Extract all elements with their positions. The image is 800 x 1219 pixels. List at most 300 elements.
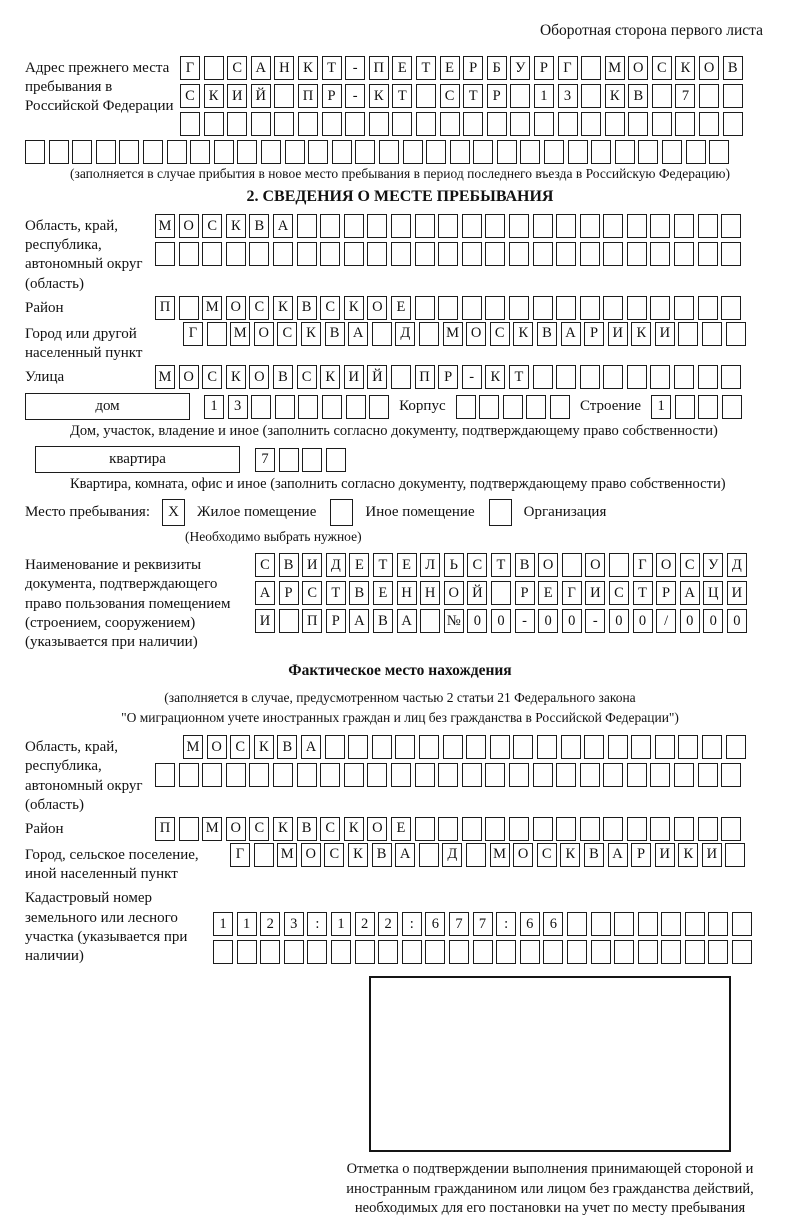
- char-cell[interactable]: [249, 763, 269, 787]
- char-cell[interactable]: [510, 84, 530, 108]
- char-cell[interactable]: М: [183, 735, 203, 759]
- char-cell[interactable]: 0: [538, 609, 558, 633]
- char-cell[interactable]: Т: [491, 553, 511, 577]
- char-cell[interactable]: М: [202, 817, 222, 841]
- char-cell[interactable]: 0: [467, 609, 487, 633]
- char-cell[interactable]: 1: [534, 84, 554, 108]
- char-cell[interactable]: Е: [397, 553, 417, 577]
- char-cell[interactable]: О: [513, 843, 533, 867]
- char-cell[interactable]: [543, 940, 563, 964]
- char-cell[interactable]: О: [179, 365, 199, 389]
- char-cell[interactable]: [638, 940, 658, 964]
- char-cell[interactable]: [395, 735, 415, 759]
- char-cell[interactable]: С: [249, 296, 269, 320]
- char-cell[interactable]: Е: [391, 817, 411, 841]
- char-cell[interactable]: С: [249, 817, 269, 841]
- char-cell[interactable]: С: [227, 56, 247, 80]
- char-cell[interactable]: [533, 214, 553, 238]
- char-cell[interactable]: [533, 763, 553, 787]
- char-cell[interactable]: [580, 296, 600, 320]
- char-cell[interactable]: П: [298, 84, 318, 108]
- char-cell[interactable]: А: [255, 581, 275, 605]
- char-cell[interactable]: 1: [651, 395, 671, 419]
- char-cell[interactable]: [580, 763, 600, 787]
- char-cell[interactable]: [603, 296, 623, 320]
- char-cell[interactable]: О: [444, 581, 464, 605]
- char-cell[interactable]: К: [678, 843, 698, 867]
- char-cell[interactable]: №: [444, 609, 464, 633]
- char-cell[interactable]: О: [179, 214, 199, 238]
- char-cell[interactable]: М: [277, 843, 297, 867]
- char-cell[interactable]: [227, 112, 247, 136]
- char-cell[interactable]: [509, 214, 529, 238]
- char-cell[interactable]: [614, 940, 634, 964]
- char-cell[interactable]: П: [155, 817, 175, 841]
- char-cell[interactable]: [332, 140, 352, 164]
- char-cell[interactable]: [591, 912, 611, 936]
- char-cell[interactable]: Н: [274, 56, 294, 80]
- char-cell[interactable]: [497, 140, 517, 164]
- char-cell[interactable]: [302, 448, 322, 472]
- char-cell[interactable]: С: [467, 553, 487, 577]
- char-cell[interactable]: С: [680, 553, 700, 577]
- char-cell[interactable]: Е: [349, 553, 369, 577]
- char-cell[interactable]: [562, 553, 582, 577]
- char-cell[interactable]: [369, 112, 389, 136]
- char-cell[interactable]: В: [297, 296, 317, 320]
- char-cell[interactable]: [591, 140, 611, 164]
- char-cell[interactable]: Г: [180, 56, 200, 80]
- char-cell[interactable]: С: [202, 214, 222, 238]
- char-cell[interactable]: Е: [391, 296, 411, 320]
- char-cell[interactable]: О: [628, 56, 648, 80]
- char-cell[interactable]: [72, 140, 92, 164]
- char-cell[interactable]: [449, 940, 469, 964]
- char-cell[interactable]: А: [273, 214, 293, 238]
- char-cell[interactable]: [509, 242, 529, 266]
- char-cell[interactable]: С: [320, 296, 340, 320]
- char-cell[interactable]: 1: [331, 912, 351, 936]
- char-cell[interactable]: [627, 296, 647, 320]
- char-cell[interactable]: [650, 365, 670, 389]
- char-cell[interactable]: [462, 817, 482, 841]
- char-cell[interactable]: [344, 242, 364, 266]
- char-cell[interactable]: [345, 112, 365, 136]
- char-cell[interactable]: [674, 296, 694, 320]
- char-cell[interactable]: И: [655, 322, 675, 346]
- char-cell[interactable]: 1: [204, 395, 224, 419]
- char-cell[interactable]: [661, 940, 681, 964]
- char-cell[interactable]: А: [251, 56, 271, 80]
- char-cell[interactable]: [614, 912, 634, 936]
- char-cell[interactable]: [685, 912, 705, 936]
- char-cell[interactable]: 0: [609, 609, 629, 633]
- char-cell[interactable]: О: [466, 322, 486, 346]
- char-cell[interactable]: С: [230, 735, 250, 759]
- char-cell[interactable]: [438, 763, 458, 787]
- char-cell[interactable]: К: [348, 843, 368, 867]
- char-cell[interactable]: [207, 322, 227, 346]
- char-cell[interactable]: П: [302, 609, 322, 633]
- char-cell[interactable]: 0: [633, 609, 653, 633]
- char-cell[interactable]: [698, 365, 718, 389]
- char-cell[interactable]: [274, 112, 294, 136]
- char-cell[interactable]: [438, 817, 458, 841]
- char-cell[interactable]: [479, 395, 499, 419]
- char-cell[interactable]: [425, 940, 445, 964]
- char-cell[interactable]: [344, 214, 364, 238]
- char-cell[interactable]: [627, 365, 647, 389]
- char-cell[interactable]: П: [369, 56, 389, 80]
- char-cell[interactable]: [534, 112, 554, 136]
- char-cell[interactable]: К: [369, 84, 389, 108]
- char-cell[interactable]: [226, 242, 246, 266]
- char-cell[interactable]: [179, 242, 199, 266]
- char-cell[interactable]: К: [605, 84, 625, 108]
- char-cell[interactable]: [608, 735, 628, 759]
- char-cell[interactable]: [325, 735, 345, 759]
- char-cell[interactable]: [568, 140, 588, 164]
- char-cell[interactable]: Д: [326, 553, 346, 577]
- char-cell[interactable]: С: [652, 56, 672, 80]
- char-cell[interactable]: [509, 817, 529, 841]
- char-cell[interactable]: И: [655, 843, 675, 867]
- char-cell[interactable]: [487, 112, 507, 136]
- char-cell[interactable]: [698, 395, 718, 419]
- checkbox-organization[interactable]: [489, 499, 512, 526]
- char-cell[interactable]: [119, 140, 139, 164]
- char-cell[interactable]: [556, 763, 576, 787]
- char-cell[interactable]: [462, 242, 482, 266]
- char-cell[interactable]: Г: [558, 56, 578, 80]
- char-cell[interactable]: [372, 735, 392, 759]
- char-cell[interactable]: [503, 395, 523, 419]
- char-cell[interactable]: [275, 395, 295, 419]
- char-cell[interactable]: С: [440, 84, 460, 108]
- char-cell[interactable]: Р: [584, 322, 604, 346]
- char-cell[interactable]: В: [273, 365, 293, 389]
- char-cell[interactable]: [561, 735, 581, 759]
- char-cell[interactable]: 1: [237, 912, 257, 936]
- char-cell[interactable]: [143, 140, 163, 164]
- char-cell[interactable]: [628, 112, 648, 136]
- char-cell[interactable]: И: [585, 581, 605, 605]
- char-cell[interactable]: Т: [373, 553, 393, 577]
- char-cell[interactable]: Т: [463, 84, 483, 108]
- char-cell[interactable]: [273, 242, 293, 266]
- char-cell[interactable]: А: [301, 735, 321, 759]
- char-cell[interactable]: Т: [322, 56, 342, 80]
- char-cell[interactable]: М: [202, 296, 222, 320]
- char-cell[interactable]: [473, 940, 493, 964]
- char-cell[interactable]: [213, 940, 233, 964]
- char-cell[interactable]: [702, 735, 722, 759]
- char-cell[interactable]: :: [496, 912, 516, 936]
- char-cell[interactable]: [685, 940, 705, 964]
- char-cell[interactable]: [674, 214, 694, 238]
- char-cell[interactable]: [580, 365, 600, 389]
- char-cell[interactable]: [726, 322, 746, 346]
- char-cell[interactable]: [698, 296, 718, 320]
- char-cell[interactable]: [25, 140, 45, 164]
- char-cell[interactable]: Р: [534, 56, 554, 80]
- char-cell[interactable]: [403, 140, 423, 164]
- char-cell[interactable]: [416, 84, 436, 108]
- char-cell[interactable]: [674, 763, 694, 787]
- char-cell[interactable]: [533, 296, 553, 320]
- char-cell[interactable]: Е: [538, 581, 558, 605]
- char-cell[interactable]: О: [538, 553, 558, 577]
- char-cell[interactable]: А: [348, 322, 368, 346]
- char-cell[interactable]: А: [349, 609, 369, 633]
- char-cell[interactable]: М: [155, 214, 175, 238]
- char-cell[interactable]: [655, 735, 675, 759]
- char-cell[interactable]: Т: [416, 56, 436, 80]
- char-cell[interactable]: [320, 763, 340, 787]
- char-cell[interactable]: Ь: [444, 553, 464, 577]
- char-cell[interactable]: Г: [633, 553, 653, 577]
- char-cell[interactable]: [202, 242, 222, 266]
- char-cell[interactable]: [419, 843, 439, 867]
- char-cell[interactable]: 0: [680, 609, 700, 633]
- char-cell[interactable]: Е: [440, 56, 460, 80]
- char-cell[interactable]: [567, 940, 587, 964]
- char-cell[interactable]: [249, 242, 269, 266]
- char-cell[interactable]: П: [415, 365, 435, 389]
- char-cell[interactable]: [485, 763, 505, 787]
- char-cell[interactable]: [580, 242, 600, 266]
- char-cell[interactable]: [355, 140, 375, 164]
- char-cell[interactable]: 6: [543, 912, 563, 936]
- char-cell[interactable]: [260, 940, 280, 964]
- char-cell[interactable]: С: [320, 817, 340, 841]
- char-cell[interactable]: [723, 112, 743, 136]
- char-cell[interactable]: И: [344, 365, 364, 389]
- char-cell[interactable]: 7: [473, 912, 493, 936]
- char-cell[interactable]: [556, 817, 576, 841]
- char-cell[interactable]: [450, 140, 470, 164]
- char-cell[interactable]: [721, 365, 741, 389]
- char-cell[interactable]: 6: [425, 912, 445, 936]
- char-cell[interactable]: [627, 763, 647, 787]
- char-cell[interactable]: В: [279, 553, 299, 577]
- char-cell[interactable]: Р: [515, 581, 535, 605]
- char-cell[interactable]: [415, 763, 435, 787]
- char-cell[interactable]: [490, 735, 510, 759]
- char-cell[interactable]: [627, 214, 647, 238]
- char-cell[interactable]: [419, 735, 439, 759]
- char-cell[interactable]: [438, 214, 458, 238]
- char-cell[interactable]: К: [513, 322, 533, 346]
- char-cell[interactable]: Е: [373, 581, 393, 605]
- char-cell[interactable]: [320, 214, 340, 238]
- char-cell[interactable]: [722, 395, 742, 419]
- char-cell[interactable]: 0: [727, 609, 747, 633]
- char-cell[interactable]: [202, 763, 222, 787]
- char-cell[interactable]: [544, 140, 564, 164]
- char-cell[interactable]: В: [249, 214, 269, 238]
- char-cell[interactable]: [214, 140, 234, 164]
- char-cell[interactable]: В: [297, 817, 317, 841]
- char-cell[interactable]: Д: [442, 843, 462, 867]
- char-cell[interactable]: Р: [438, 365, 458, 389]
- char-cell[interactable]: [226, 763, 246, 787]
- char-cell[interactable]: [674, 365, 694, 389]
- char-cell[interactable]: [179, 763, 199, 787]
- char-cell[interactable]: [556, 214, 576, 238]
- char-cell[interactable]: [674, 817, 694, 841]
- char-cell[interactable]: [438, 242, 458, 266]
- char-cell[interactable]: [456, 395, 476, 419]
- char-cell[interactable]: В: [628, 84, 648, 108]
- char-cell[interactable]: [391, 214, 411, 238]
- char-cell[interactable]: К: [226, 214, 246, 238]
- char-cell[interactable]: [580, 817, 600, 841]
- char-cell[interactable]: [721, 763, 741, 787]
- char-cell[interactable]: [556, 365, 576, 389]
- char-cell[interactable]: [721, 296, 741, 320]
- char-cell[interactable]: [526, 395, 546, 419]
- char-cell[interactable]: [415, 214, 435, 238]
- char-cell[interactable]: С: [537, 843, 557, 867]
- char-cell[interactable]: [603, 763, 623, 787]
- char-cell[interactable]: [533, 242, 553, 266]
- char-cell[interactable]: А: [397, 609, 417, 633]
- char-cell[interactable]: :: [307, 912, 327, 936]
- char-cell[interactable]: [369, 395, 389, 419]
- char-cell[interactable]: [443, 735, 463, 759]
- char-cell[interactable]: К: [254, 735, 274, 759]
- char-cell[interactable]: Т: [509, 365, 529, 389]
- char-cell[interactable]: А: [680, 581, 700, 605]
- char-cell[interactable]: [556, 242, 576, 266]
- char-cell[interactable]: К: [344, 296, 364, 320]
- char-cell[interactable]: [675, 112, 695, 136]
- char-cell[interactable]: -: [345, 56, 365, 80]
- char-cell[interactable]: 1: [213, 912, 233, 936]
- char-cell[interactable]: [638, 140, 658, 164]
- char-cell[interactable]: [510, 112, 530, 136]
- char-cell[interactable]: Р: [463, 56, 483, 80]
- char-cell[interactable]: [419, 322, 439, 346]
- char-cell[interactable]: [732, 912, 752, 936]
- char-cell[interactable]: [415, 817, 435, 841]
- char-cell[interactable]: М: [155, 365, 175, 389]
- char-cell[interactable]: К: [226, 365, 246, 389]
- char-cell[interactable]: Д: [395, 322, 415, 346]
- char-cell[interactable]: К: [344, 817, 364, 841]
- char-cell[interactable]: [463, 112, 483, 136]
- char-cell[interactable]: [581, 112, 601, 136]
- char-cell[interactable]: [661, 912, 681, 936]
- checkbox-other-premises[interactable]: [330, 499, 353, 526]
- char-cell[interactable]: [96, 140, 116, 164]
- char-cell[interactable]: В: [515, 553, 535, 577]
- char-cell[interactable]: О: [367, 296, 387, 320]
- char-cell[interactable]: [391, 365, 411, 389]
- char-cell[interactable]: [615, 140, 635, 164]
- char-cell[interactable]: С: [202, 365, 222, 389]
- char-cell[interactable]: [346, 395, 366, 419]
- char-cell[interactable]: С: [297, 365, 317, 389]
- char-cell[interactable]: [638, 912, 658, 936]
- char-cell[interactable]: [284, 940, 304, 964]
- char-cell[interactable]: [355, 940, 375, 964]
- char-cell[interactable]: [686, 140, 706, 164]
- char-cell[interactable]: А: [395, 843, 415, 867]
- char-cell[interactable]: [416, 112, 436, 136]
- char-cell[interactable]: [650, 214, 670, 238]
- char-cell[interactable]: К: [675, 56, 695, 80]
- char-cell[interactable]: [708, 940, 728, 964]
- char-cell[interactable]: И: [302, 553, 322, 577]
- char-cell[interactable]: [251, 395, 271, 419]
- char-cell[interactable]: [344, 763, 364, 787]
- char-cell[interactable]: [520, 940, 540, 964]
- char-cell[interactable]: [603, 817, 623, 841]
- char-cell[interactable]: [603, 214, 623, 238]
- char-cell[interactable]: -: [345, 84, 365, 108]
- char-cell[interactable]: В: [584, 843, 604, 867]
- char-cell[interactable]: [650, 763, 670, 787]
- char-cell[interactable]: [415, 296, 435, 320]
- char-cell[interactable]: К: [204, 84, 224, 108]
- char-cell[interactable]: [49, 140, 69, 164]
- char-cell[interactable]: [678, 735, 698, 759]
- char-cell[interactable]: Н: [397, 581, 417, 605]
- char-cell[interactable]: У: [703, 553, 723, 577]
- char-cell[interactable]: С: [277, 322, 297, 346]
- char-cell[interactable]: О: [656, 553, 676, 577]
- char-cell[interactable]: [415, 242, 435, 266]
- char-cell[interactable]: 7: [255, 448, 275, 472]
- char-cell[interactable]: [274, 84, 294, 108]
- char-cell[interactable]: [379, 140, 399, 164]
- char-cell[interactable]: [627, 817, 647, 841]
- char-cell[interactable]: [322, 112, 342, 136]
- char-cell[interactable]: [627, 242, 647, 266]
- char-cell[interactable]: К: [273, 817, 293, 841]
- char-cell[interactable]: Р: [326, 609, 346, 633]
- char-cell[interactable]: С: [255, 553, 275, 577]
- char-cell[interactable]: [698, 214, 718, 238]
- char-cell[interactable]: [662, 140, 682, 164]
- char-cell[interactable]: [155, 763, 175, 787]
- char-cell[interactable]: [167, 140, 187, 164]
- char-cell[interactable]: [485, 242, 505, 266]
- char-cell[interactable]: [491, 581, 511, 605]
- char-cell[interactable]: Н: [420, 581, 440, 605]
- char-cell[interactable]: [466, 843, 486, 867]
- char-cell[interactable]: М: [490, 843, 510, 867]
- char-cell[interactable]: [509, 296, 529, 320]
- char-cell[interactable]: [485, 214, 505, 238]
- char-cell[interactable]: [698, 763, 718, 787]
- char-cell[interactable]: С: [609, 581, 629, 605]
- char-cell[interactable]: О: [367, 817, 387, 841]
- char-cell[interactable]: О: [699, 56, 719, 80]
- char-cell[interactable]: Р: [631, 843, 651, 867]
- char-cell[interactable]: [285, 140, 305, 164]
- char-cell[interactable]: [307, 940, 327, 964]
- char-cell[interactable]: Й: [467, 581, 487, 605]
- char-cell[interactable]: Й: [367, 365, 387, 389]
- char-cell[interactable]: [581, 56, 601, 80]
- char-cell[interactable]: [652, 84, 672, 108]
- char-cell[interactable]: [556, 296, 576, 320]
- char-cell[interactable]: В: [325, 322, 345, 346]
- char-cell[interactable]: 0: [491, 609, 511, 633]
